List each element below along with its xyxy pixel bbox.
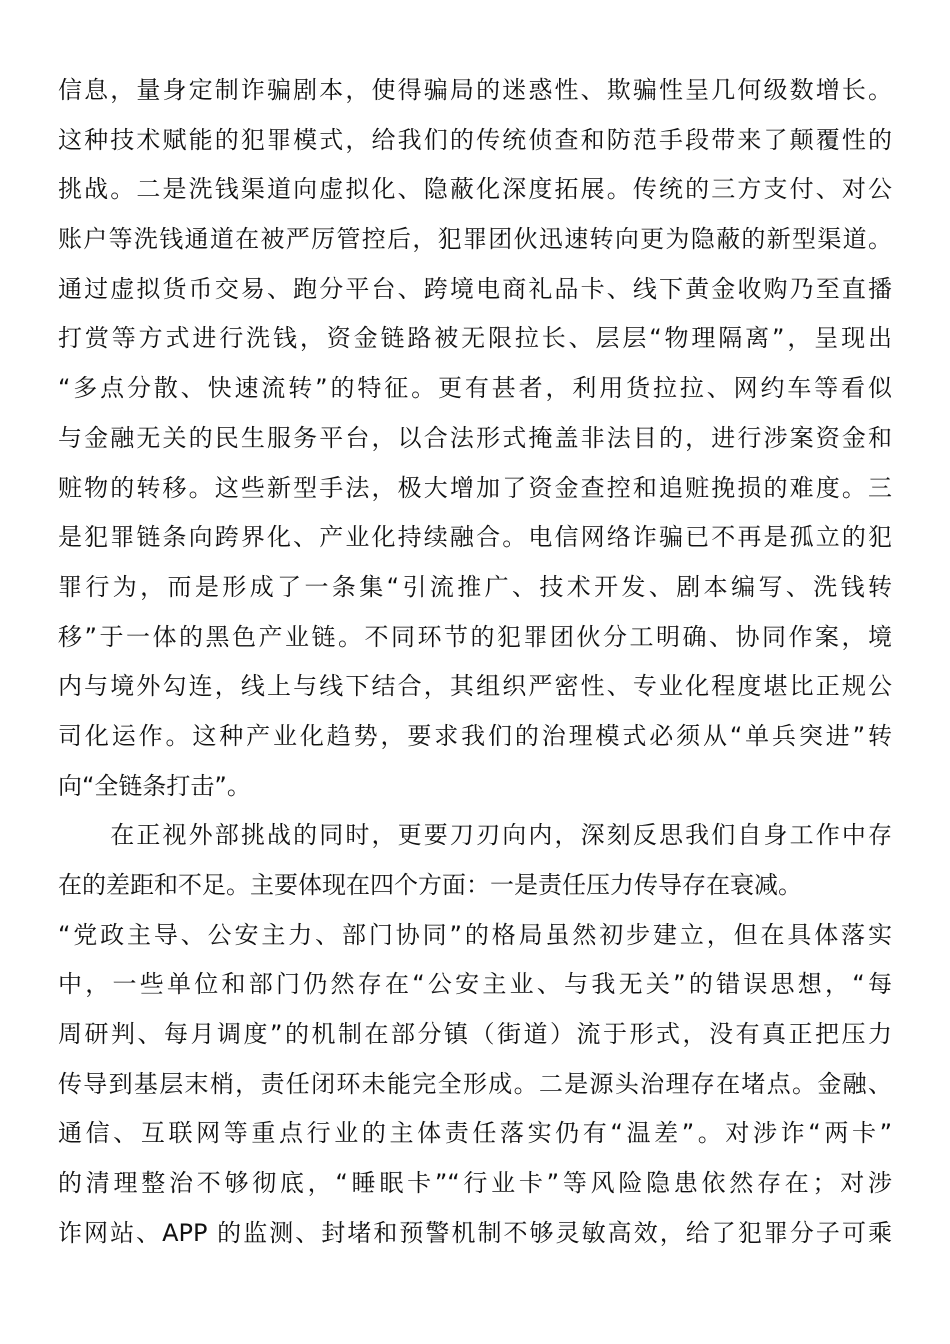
- text-line: 通过虚拟货币交易、跑分平台、跨境电商礼品卡、线下黄金收购乃至直播: [58, 274, 892, 303]
- text-line: 打赏等方式进行洗钱，资金链路被无限拉长、层层“物理隔离”，呈现出: [58, 324, 892, 353]
- text-line: 移”于一体的黑色产业链。不同环节的犯罪团伙分工明确、协同作案，境: [58, 622, 892, 651]
- text-line: 这种技术赋能的犯罪模式，给我们的传统侦查和防范手段带来了颠覆性的: [58, 125, 892, 154]
- text-line: 周研判、每月调度”的机制在部分镇（街道）流于形式，没有真正把压力: [58, 1020, 892, 1049]
- text-line: 诈网站、APP 的监测、封堵和预警机制不够灵敏高效，给了犯罪分子可乘: [58, 1218, 892, 1247]
- text-line: 传导到基层末梢，责任闭环未能完全形成。二是源头治理存在堵点。金融、: [58, 1069, 892, 1098]
- text-line: 在的差距和不足。主要体现在四个方面：一是责任压力传导存在衰减。: [58, 871, 802, 899]
- text-line: 向“全链条打击”。: [58, 771, 251, 800]
- text-line: 挑战。二是洗钱渠道向虚拟化、隐蔽化深度拓展。传统的三方支付、对公: [58, 175, 892, 204]
- text-line: 内与境外勾连，线上与线下结合，其组织严密性、专业化程度堪比正规公: [58, 672, 892, 701]
- text-line: “党政主导、公安主力、部门协同”的格局虽然初步建立，但在具体落实: [58, 920, 892, 949]
- text-line: 信息，量身定制诈骗剧本，使得骗局的迷惑性、欺骗性呈几何级数增长。: [58, 76, 892, 104]
- text-line: 在正视外部挑战的同时，更要刀刃向内，深刻反思我们自身工作中存: [58, 821, 892, 850]
- text-line: 的清理整治不够彻底，“睡眠卡”“行业卡”等风险隐患依然存在；对涉: [58, 1169, 892, 1198]
- text-line: 通信、互联网等重点行业的主体责任落实仍有“温差”。对涉诈“两卡”: [58, 1119, 892, 1148]
- text-line: 赃物的转移。这些新型手法，极大增加了资金查控和追赃挽损的难度。三: [58, 473, 892, 502]
- text-line: 司化运作。这种产业化趋势，要求我们的治理模式必须从“单兵突进”转: [58, 721, 892, 750]
- text-line: “多点分散、快速流转”的特征。更有甚者，利用货拉拉、网约车等看似: [58, 374, 892, 403]
- text-line: 是犯罪链条向跨界化、产业化持续融合。电信网络诈骗已不再是孤立的犯: [58, 523, 892, 552]
- body-text: [58, 66, 892, 1259]
- text-line: 账户等洗钱通道在被严厉管控后，犯罪团伙迅速转向更为隐蔽的新型渠道。: [58, 225, 892, 254]
- text-line: 与金融无关的民生服务平台，以合法形式掩盖非法目的，进行涉案资金和: [58, 423, 892, 452]
- text-line: 罪行为，而是形成了一条集“引流推广、技术开发、剧本编写、洗钱转: [58, 572, 892, 601]
- text-line: 中，一些单位和部门仍然存在“公安主业、与我无关”的错误思想，“每: [58, 970, 892, 999]
